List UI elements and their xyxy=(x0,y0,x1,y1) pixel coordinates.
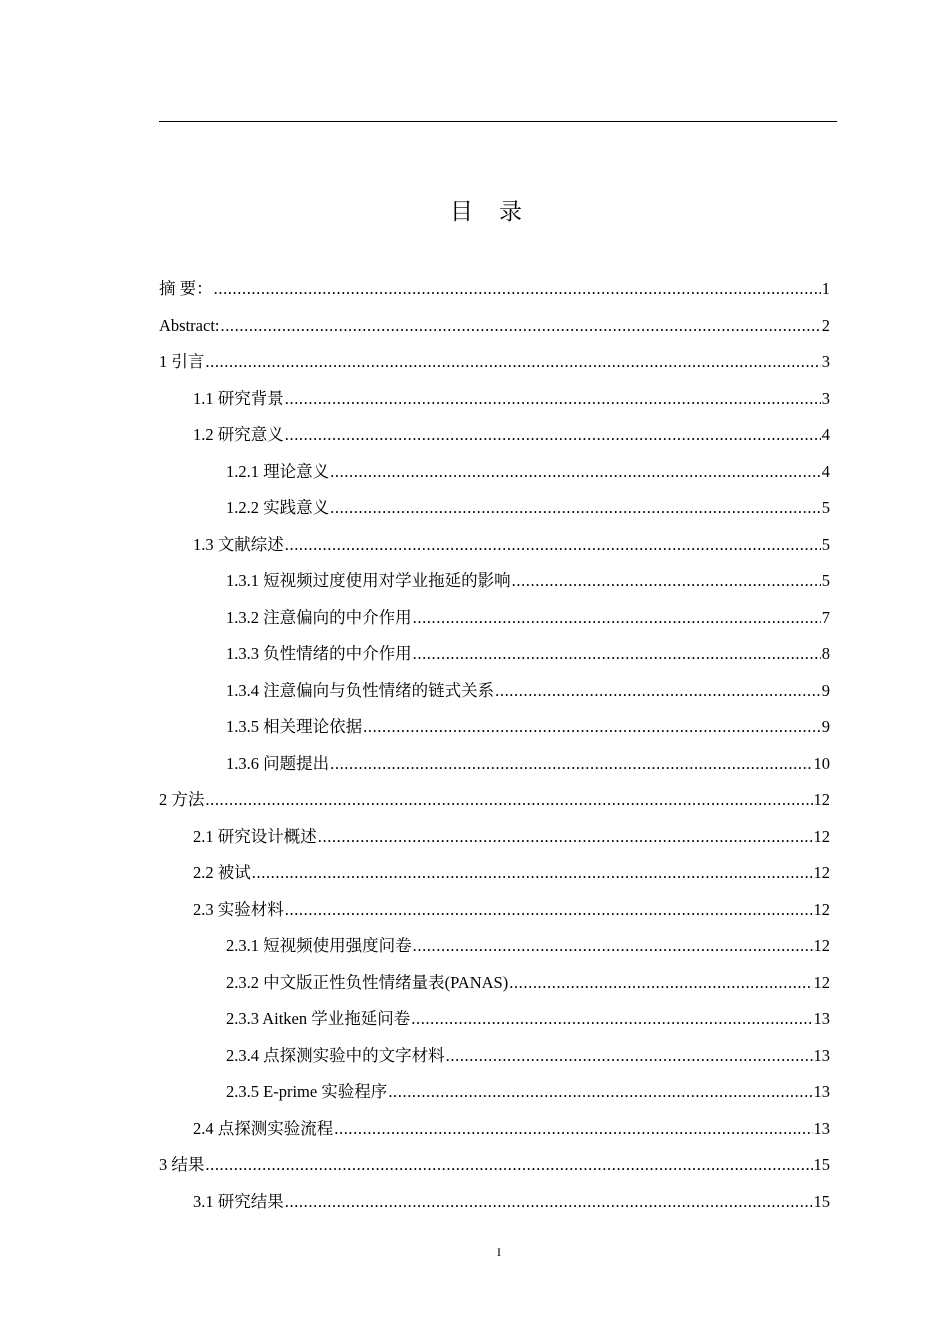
dot-leader xyxy=(512,563,821,600)
toc-entry-page-number: 13 xyxy=(813,1118,830,1138)
toc-entry[interactable] xyxy=(159,928,830,965)
toc-entry-page-number: 12 xyxy=(813,936,830,955)
dot-leader xyxy=(388,1074,812,1111)
toc-entry-page-number: 12 xyxy=(813,826,830,846)
toc-entry-page-number: 3 xyxy=(821,388,830,408)
toc-entry-label: Abstract: xyxy=(159,315,220,335)
dot-leader xyxy=(330,746,812,783)
toc-entry-page-number: 15 xyxy=(813,1155,830,1174)
dot-leader xyxy=(334,1111,812,1148)
toc-entry[interactable] xyxy=(159,965,830,1002)
toc-entry-page-number: 12 xyxy=(813,790,830,809)
toc-entry-page-number: 13 xyxy=(813,1045,830,1065)
toc-entry-label: 2.2 被试 xyxy=(193,863,251,882)
toc-entry[interactable] xyxy=(159,1111,830,1148)
dot-leader xyxy=(220,308,820,345)
dot-leader xyxy=(285,381,821,418)
page-number-footer: I xyxy=(497,1245,501,1259)
toc-entry[interactable] xyxy=(159,490,830,527)
toc-entry-label: 1.2 研究意义 xyxy=(193,425,284,444)
toc-entry[interactable] xyxy=(159,417,830,454)
toc-entry-label: 2.4 点探测实验流程 xyxy=(193,1118,334,1138)
toc-entry-page-number: 4 xyxy=(821,425,830,444)
toc-entry-page-number: 13 xyxy=(813,1009,830,1028)
toc-entry-label: 1.3.3 负性情绪的中介作用 xyxy=(226,644,412,663)
toc-entry-label: 1.1 研究背景 xyxy=(193,388,284,408)
toc-entry-label: 2.3.1 短视频使用强度问卷 xyxy=(226,936,412,955)
toc-entry-page-number: 5 xyxy=(821,534,830,554)
toc-entry-label: 2 方法 xyxy=(159,790,205,809)
toc-entry-page-number: 3 xyxy=(821,352,830,371)
dot-leader xyxy=(330,454,821,491)
toc-entry-label: 2.3.5 E-prime 实验程序 xyxy=(226,1082,388,1101)
dot-leader xyxy=(205,344,820,381)
dot-leader xyxy=(205,1147,812,1184)
toc-entry-page-number: 15 xyxy=(813,1191,830,1211)
dot-leader xyxy=(411,1001,812,1038)
toc-entry-page-number: 7 xyxy=(821,607,830,627)
toc-entry[interactable] xyxy=(159,746,830,783)
dot-leader xyxy=(413,928,813,965)
dot-leader xyxy=(495,673,821,710)
toc-entry-page-number: 2 xyxy=(821,315,830,335)
toc-entry-page-number: 4 xyxy=(821,461,830,481)
dot-leader xyxy=(318,819,813,856)
dot-leader xyxy=(214,271,821,308)
toc-entry-page-number: 5 xyxy=(821,571,830,590)
toc-entry[interactable] xyxy=(159,709,830,746)
toc-entry-page-number: 5 xyxy=(821,498,830,517)
toc-entry-page-number: 13 xyxy=(813,1082,830,1101)
dot-leader xyxy=(363,709,821,746)
toc-entry[interactable] xyxy=(159,344,830,381)
toc-entry-label: 2.3.2 中文版正性负性情绪量表(PANAS) xyxy=(226,972,509,992)
toc-entry[interactable] xyxy=(159,1184,830,1221)
toc-entry[interactable] xyxy=(159,381,830,418)
page-title: 目录 xyxy=(450,199,548,225)
dot-leader xyxy=(413,636,821,673)
toc-entry[interactable] xyxy=(159,600,830,637)
toc-entry[interactable] xyxy=(159,855,830,892)
toc-entry-page-number: 9 xyxy=(821,680,830,700)
table-of-contents xyxy=(159,271,830,1220)
toc-entry-label: 1 引言 xyxy=(159,352,205,371)
toc-entry-label: 3.1 研究结果 xyxy=(193,1191,284,1211)
toc-entry-label: 1.3.4 注意偏向与负性情绪的链式关系 xyxy=(226,680,495,700)
toc-entry[interactable] xyxy=(159,1074,830,1111)
dot-leader xyxy=(252,855,813,892)
toc-entry-label: 1.2.2 实践意义 xyxy=(226,498,330,517)
toc-entry-page-number: 10 xyxy=(813,753,830,773)
dot-leader xyxy=(413,600,821,637)
dot-leader xyxy=(509,965,812,1002)
toc-entry-label: 2.1 研究设计概述 xyxy=(193,826,317,846)
toc-entry-page-number: 12 xyxy=(813,972,830,992)
toc-entry-page-number: 12 xyxy=(813,899,830,919)
toc-entry[interactable] xyxy=(159,1038,830,1075)
toc-entry-label: 2.3 实验材料 xyxy=(193,899,284,919)
toc-entry[interactable] xyxy=(159,1147,830,1184)
toc-entry-page-number: 1 xyxy=(821,279,830,298)
toc-entry[interactable] xyxy=(159,527,830,564)
toc-entry-label: 1.3.6 问题提出 xyxy=(226,753,330,773)
dot-leader xyxy=(205,782,812,819)
toc-entry[interactable] xyxy=(159,454,830,491)
toc-entry-page-number: 12 xyxy=(813,863,830,882)
dot-leader xyxy=(285,527,821,564)
dot-leader xyxy=(285,1184,813,1221)
toc-entry-label: 1.3.2 注意偏向的中介作用 xyxy=(226,607,412,627)
toc-entry[interactable] xyxy=(159,636,830,673)
header-rule xyxy=(159,121,837,122)
dot-leader xyxy=(330,490,821,527)
toc-entry-label: 摘 要： xyxy=(159,279,213,298)
toc-entry-label: 2.3.4 点探测实验中的文字材料 xyxy=(226,1045,445,1065)
dot-leader xyxy=(285,892,813,929)
toc-entry-label: 1.3.5 相关理论依据 xyxy=(226,717,363,736)
toc-entry[interactable] xyxy=(159,819,830,856)
toc-entry[interactable] xyxy=(159,1001,830,1038)
toc-entry[interactable] xyxy=(159,563,830,600)
toc-entry[interactable] xyxy=(159,782,830,819)
toc-entry-page-number: 8 xyxy=(821,644,830,663)
toc-entry-page-number: 9 xyxy=(821,717,830,736)
toc-entry[interactable] xyxy=(159,308,830,345)
toc-entry[interactable] xyxy=(159,271,830,308)
toc-entry[interactable] xyxy=(159,892,830,929)
toc-entry-label: 3 结果 xyxy=(159,1155,205,1174)
toc-entry[interactable] xyxy=(159,673,830,710)
toc-entry-label: 2.3.3 Aitken 学业拖延问卷 xyxy=(226,1009,411,1028)
dot-leader xyxy=(446,1038,813,1075)
toc-entry-label: 1.3 文献综述 xyxy=(193,534,284,554)
toc-entry-label: 1.3.1 短视频过度使用对学业拖延的影响 xyxy=(226,571,511,590)
toc-entry-label: 1.2.1 理论意义 xyxy=(226,461,330,481)
dot-leader xyxy=(285,417,821,454)
